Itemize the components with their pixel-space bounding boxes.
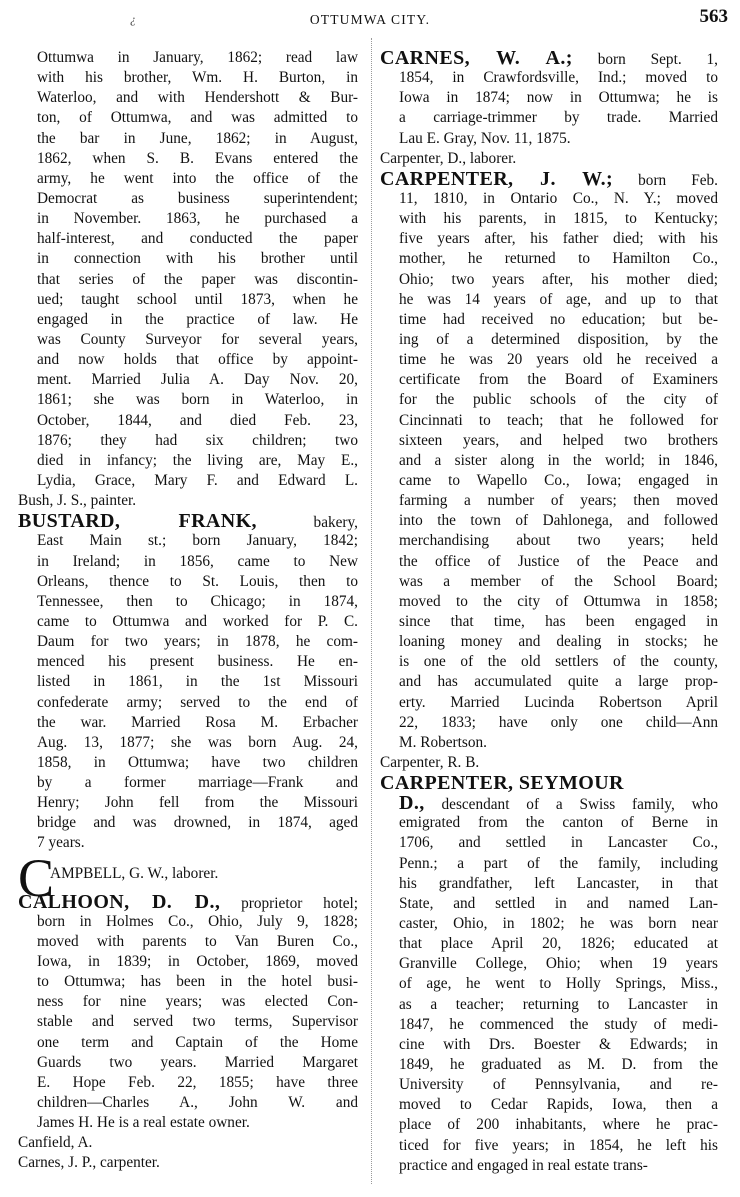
entry-line: menced his present business. He en- bbox=[37, 653, 358, 671]
entry-bustard bbox=[18, 511, 358, 853]
entry-line: cine with Drs. Boester & Edwards; in bbox=[399, 1035, 718, 1053]
entry-heading-line bbox=[18, 511, 358, 531]
entry-line: practice and engaged in real estate trans- bbox=[399, 1156, 648, 1174]
entry-line: Ohio; two years after, his mother died; bbox=[399, 270, 718, 288]
entry-line: ment. Married Julia A. Day Nov. 20, bbox=[37, 371, 358, 389]
entry-line: emigrated from the canton of Berne in bbox=[399, 814, 718, 832]
entry-line: as a teacher; returning to Lancaster in bbox=[399, 995, 718, 1013]
entry-line: ness for nine years; was elected Con- bbox=[37, 993, 358, 1011]
entry-line: half-interest, and conducted the paper bbox=[37, 230, 358, 248]
entry-text: descendant of a Swiss family, who bbox=[441, 796, 718, 814]
entry-line: listed in 1861, in the 1st Missouri bbox=[37, 673, 358, 691]
entry-line: came to Ottumwa and worked for P. C. bbox=[37, 612, 358, 630]
entry-line: ing of a determined disposition, by the bbox=[399, 330, 718, 348]
entry-line: M. Robertson. bbox=[399, 733, 487, 751]
entry-line: Canfield, A. bbox=[18, 1134, 93, 1152]
entry-line: place of 200 inhabitants, where he prac- bbox=[399, 1116, 718, 1134]
entry-line: State, and settled in and named Lan- bbox=[399, 894, 718, 912]
entry-line: sixteen years, and helped two brothers bbox=[399, 431, 718, 449]
entry-line: Guards two years. Married Margaret bbox=[37, 1053, 358, 1071]
entry-line: Carpenter, R. B. bbox=[380, 753, 480, 771]
entry-line: was County Surveyor for several years, bbox=[37, 330, 358, 348]
entry-line: the war. Married Rosa M. Erbacher bbox=[37, 713, 358, 731]
entry-line: 1861; she was born in Waterloo, in bbox=[37, 391, 358, 409]
entry-line: Lau E. Gray, Nov. 11, 1875. bbox=[399, 129, 571, 147]
entry-line: five years after, his father died; with his bbox=[399, 230, 718, 248]
entry-text: born Feb. bbox=[638, 171, 718, 189]
entry-line: that place April 20, 1826; educated at bbox=[399, 935, 718, 953]
entry-carpenter-rb bbox=[380, 753, 718, 773]
entry-line: certificate from the Board of Examiners bbox=[399, 371, 718, 389]
entry-line: is one of the old settlers of the county, bbox=[399, 653, 718, 671]
entry-burton-continued bbox=[18, 48, 358, 491]
entry-line: in connection with his brother until bbox=[37, 250, 358, 268]
entry-line: one term and Captain of the Home bbox=[37, 1033, 358, 1051]
right-column bbox=[380, 48, 718, 1176]
entry-line: Iowa in 1874; now in Ottumwa; he is bbox=[399, 89, 718, 107]
entry-line: 1849, he graduated as M. D. from the bbox=[399, 1056, 718, 1074]
entry-calhoon bbox=[18, 892, 358, 1134]
entry-line: 1847, he commenced the study of medi- bbox=[399, 1015, 718, 1033]
entry-line: children—Charles A., John W. and bbox=[37, 1094, 358, 1112]
entry-line: Tennessee, then to Chicago; in 1874, bbox=[37, 592, 358, 610]
entry-line: since that time, has been engaged in bbox=[399, 612, 718, 630]
entry-text: bakery, bbox=[313, 514, 358, 532]
entry-carpenter-jw bbox=[380, 169, 718, 753]
entry-line: bridge and was drowned, in 1874, aged bbox=[37, 814, 358, 832]
entry-line: Daum for two years; in 1878, he com- bbox=[37, 633, 358, 651]
entry-heading-line bbox=[380, 773, 718, 793]
entry-line: he was 14 years of age, and up to that bbox=[399, 290, 718, 308]
running-title: OTTUMWA CITY. bbox=[309, 12, 431, 27]
entry-heading-line bbox=[18, 892, 358, 912]
entry-bush bbox=[18, 491, 358, 511]
entry-line: erty. Married Lucinda Robertson April bbox=[399, 693, 718, 711]
entry-line: Democrat as business superintendent; bbox=[37, 189, 358, 207]
entry-line: stable and served two terms, Supervisor bbox=[37, 1013, 358, 1031]
entry-line: the office of Justice of the Peace and bbox=[399, 552, 718, 570]
entry-line: his grandfather, left Lancaster, in that bbox=[399, 874, 718, 892]
entry-line: into the town of Dahlonega, and followed bbox=[399, 512, 718, 530]
entry-line: Ottumwa in January, 1862; read law bbox=[37, 49, 358, 66]
entry-line: died in infancy; the living are, May E., bbox=[37, 451, 358, 469]
entry-carnes-wa bbox=[380, 48, 718, 149]
entry-line: in Ireland; in 1856, came to New bbox=[37, 552, 358, 570]
entry-line: a carriage-trimmer by trade. Married bbox=[399, 109, 718, 127]
entry-line: 22, 1833; have only one child—Ann bbox=[399, 713, 718, 731]
entry-line: of age, he went to Holly Springs, Miss., bbox=[399, 975, 718, 993]
entry-line: University of Pennsylvania, and re- bbox=[399, 1076, 718, 1094]
entry-line: in November. 1863, he purchased a bbox=[37, 210, 358, 228]
entry-line: caster, Ohio, in 1802; he was born near bbox=[399, 915, 718, 933]
entry-line: with his parents, in 1815, to Kentucky; bbox=[399, 210, 718, 228]
entry-line: ued; taught school until 1873, when he bbox=[37, 290, 358, 308]
entry-line: moved to the city of Ottumwa in 1858; bbox=[399, 592, 718, 610]
entry-name: CARPENTER, SEYMOUR bbox=[380, 772, 624, 795]
entry-line: born in Holmes Co., Ohio, July 9, 1828; bbox=[37, 912, 358, 930]
entry-line: and has accumulated quite a large prop- bbox=[399, 673, 718, 691]
entry-line: farming a number of years; then moved bbox=[399, 492, 718, 510]
entry-line: James H. He is a real estate owner. bbox=[37, 1114, 250, 1132]
entry-text: proprietor hotel; bbox=[241, 894, 358, 912]
entry-line: 1862, when S. B. Evans entered the bbox=[37, 149, 358, 167]
entry-line: for the public schools of the city of bbox=[399, 391, 718, 409]
entry-name-continued: D., bbox=[399, 792, 425, 815]
entry-line: army, he went into the office of the bbox=[37, 169, 358, 187]
entry-line: ton, of Ottumwa, and was admitted to bbox=[37, 109, 358, 127]
entry-line: loaning money and dealing in stocks; he bbox=[399, 633, 718, 651]
entry-line: East Main st.; born January, 1842; bbox=[37, 532, 358, 550]
entry-carpenter-d bbox=[380, 149, 718, 169]
entry-line: 1706, and settled in Lancaster Co., bbox=[399, 834, 718, 852]
entry-line: October, 1844, and died Feb. 23, bbox=[37, 411, 358, 429]
entry-line: Bush, J. S., painter. bbox=[18, 492, 137, 510]
entry-line: Iowa, in 1839; in October, 1869, moved bbox=[37, 953, 358, 971]
entry-line: Aug. 13, 1877; she was born Aug. 24, bbox=[37, 733, 358, 751]
entry-line: engaged in the practice of law. He bbox=[37, 310, 358, 328]
entry-line: by a former marriage—Frank and bbox=[37, 774, 358, 792]
entry-carnes-jp bbox=[18, 1153, 358, 1173]
entry-line: Granville College, Ohio; when 19 years bbox=[399, 955, 718, 973]
entry-line: moved with parents to Van Buren Co., bbox=[37, 932, 358, 950]
entry-line: time he was 20 years old he received a bbox=[399, 351, 718, 369]
entry-line: ticed for five years; in 1854, he left his bbox=[399, 1136, 718, 1154]
entry-canfield bbox=[18, 1133, 358, 1153]
entry-line: Henry; John fell from the Missouri bbox=[37, 794, 358, 812]
entry-line: 1854, in Crawfordsville, Ind.; moved to bbox=[399, 69, 718, 87]
entry-line: Lydia, Grace, Mary F. and Edward L. bbox=[37, 471, 358, 489]
header-mark: ¿ bbox=[130, 12, 136, 26]
entry-line: and a sister along in the world; in 1846, bbox=[399, 451, 718, 469]
entry-name: BUSTARD, FRANK, bbox=[18, 510, 257, 533]
entry-heading-line bbox=[380, 48, 718, 68]
drop-cap: C bbox=[18, 847, 55, 908]
left-column bbox=[18, 48, 358, 1174]
entry-line: confederate army; served to the end of bbox=[37, 693, 358, 711]
entry-line: Orleans, thence to St. Louis, then to bbox=[37, 572, 358, 590]
entry-carpenter-seymour bbox=[380, 773, 718, 1176]
entry-line: came to Wapello Co., Iowa; engaged in bbox=[399, 471, 718, 489]
entry-line: Penn.; a part of the family, including bbox=[399, 854, 718, 872]
entry-name: CARPENTER, J. W.; bbox=[380, 167, 614, 190]
entry-line: Waterloo, and with Hendershott & Bur- bbox=[37, 89, 358, 107]
entry-line: Carnes, J. P., carpenter. bbox=[18, 1154, 160, 1172]
entry-heading-line bbox=[380, 169, 718, 189]
page-header bbox=[0, 4, 740, 32]
entry-line: 1876; they had six children; two bbox=[37, 431, 358, 449]
entry-line: merchandising about two years; held bbox=[399, 532, 718, 550]
entry-line: E. Hope Feb. 22, 1855; have three bbox=[37, 1073, 358, 1091]
entry-line: and now holds that office by appoint- bbox=[37, 351, 358, 369]
entry-name: CARNES, W. A.; bbox=[380, 47, 573, 69]
entry-line: Cincinnati to teach; that he followed for bbox=[399, 411, 718, 429]
entry-line: Carpenter, D., laborer. bbox=[380, 149, 517, 167]
entry-text: born Sept. 1, bbox=[597, 51, 719, 68]
entry-heading-line bbox=[399, 793, 718, 813]
entry-line: time had received no education; but be- bbox=[399, 310, 718, 328]
entry-line: was a member of the School Board; bbox=[399, 572, 718, 590]
column-divider bbox=[371, 38, 372, 1184]
entry-line: mother, he returned to Hamilton Co., bbox=[399, 250, 718, 268]
entry-line: 11, 1810, in Ontario Co., N. Y.; moved bbox=[399, 189, 718, 207]
entry-name: CALHOON, D. D., bbox=[18, 890, 221, 913]
entry-line: that series of the paper was discontin- bbox=[37, 270, 358, 288]
entry-line: 7 years. bbox=[37, 834, 85, 852]
entry-line: the bar in June, 1862; in August, bbox=[37, 129, 358, 147]
entry-line: to Ottumwa; has been in the hotel busi- bbox=[37, 973, 358, 991]
entry-text: AMPBELL, G. W., laborer. bbox=[50, 864, 219, 882]
entry-line: with his brother, Wm. H. Burton, in bbox=[37, 69, 358, 87]
page-number: 563 bbox=[699, 6, 728, 27]
entry-line: moved to Cedar Rapids, Iowa, then a bbox=[399, 1096, 718, 1114]
entry-line: 1858, in Ottumwa; have two children bbox=[37, 753, 358, 771]
